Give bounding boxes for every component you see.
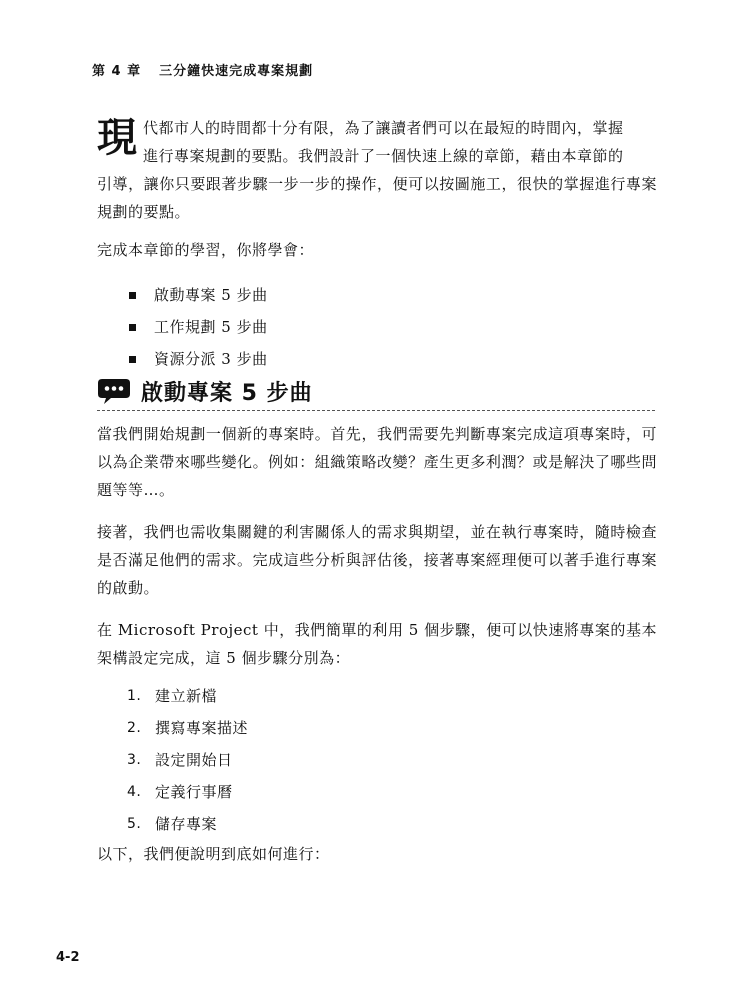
list-item: 1. 建立新檔: [127, 687, 218, 705]
list-item: 3. 設定開始日: [127, 751, 233, 769]
list-item: 2. 撰寫專案描述: [127, 719, 249, 737]
list-item: 4. 定義行事曆: [127, 783, 233, 801]
body-paragraph-3: 在 Microsoft Project 中，我們簡單的利用 5 個步驟，便可以快速將專案的基本架構設定完成，這 5 個步驟分別為：: [97, 621, 657, 667]
body-paragraph-1: 當我們開始規劃一個新的專案時。首先，我們需要先判斷專案完成這項專案時，可以為企業帶來哪些變化。例如：組織策略改變？產生更多利潤？或是解決了哪些問題等等…。: [97, 425, 657, 499]
page-number: 4-2: [56, 950, 80, 965]
body-paragraph-2: 接著，我們也需收集關鍵的利害關係人的需求與期望，並在執行專案時，隨時檢查是否滿足他們的需求。完成這些分析與評估後，接著專案經理便可以著手進行專案的啟動。: [97, 523, 657, 597]
steps-list: [97, 680, 657, 840]
section-heading: [97, 372, 655, 411]
intro-section: [97, 114, 657, 375]
intro-lead: 完成本章節的學習，你將學會：: [97, 241, 315, 259]
list-item: 啟動專案 5 步曲: [129, 279, 657, 311]
square-bullet-icon: [129, 324, 136, 331]
learning-list: [97, 279, 657, 375]
list-item: 5. 儲存專案: [127, 815, 218, 833]
list-item: 工作規劃 5 步曲: [129, 311, 657, 343]
section-title: 啟動專案 5 步曲: [141, 380, 313, 406]
drop-cap: 現: [97, 115, 137, 161]
section-body: [97, 420, 657, 868]
square-bullet-icon: [129, 292, 136, 299]
intro-paragraph: [97, 114, 657, 226]
intro-line-2: 進行專案規劃的要點。我們設計了一個快速上線的章節，藉由本章節的: [143, 147, 624, 165]
speech-bubble-icon: [97, 377, 131, 405]
intro-rest: 引導，讓你只要跟著步驟一步一步的操作，便可以按圖施工，很快的掌握進行專案規劃的要點。: [97, 175, 657, 221]
running-header: [92, 60, 313, 79]
square-bullet-icon: [129, 356, 136, 363]
chapter-number: 第 4 章: [92, 64, 142, 79]
closing-paragraph: 以下，我們便說明到底如何進行：: [97, 845, 330, 863]
intro-line-1: 代都市人的時間都十分有限，為了讓讀者們可以在最短的時間內，掌握: [143, 119, 624, 137]
chapter-title: 三分鐘快速完成專案規劃: [159, 64, 314, 79]
list-item: 資源分派 3 步曲: [129, 343, 657, 375]
